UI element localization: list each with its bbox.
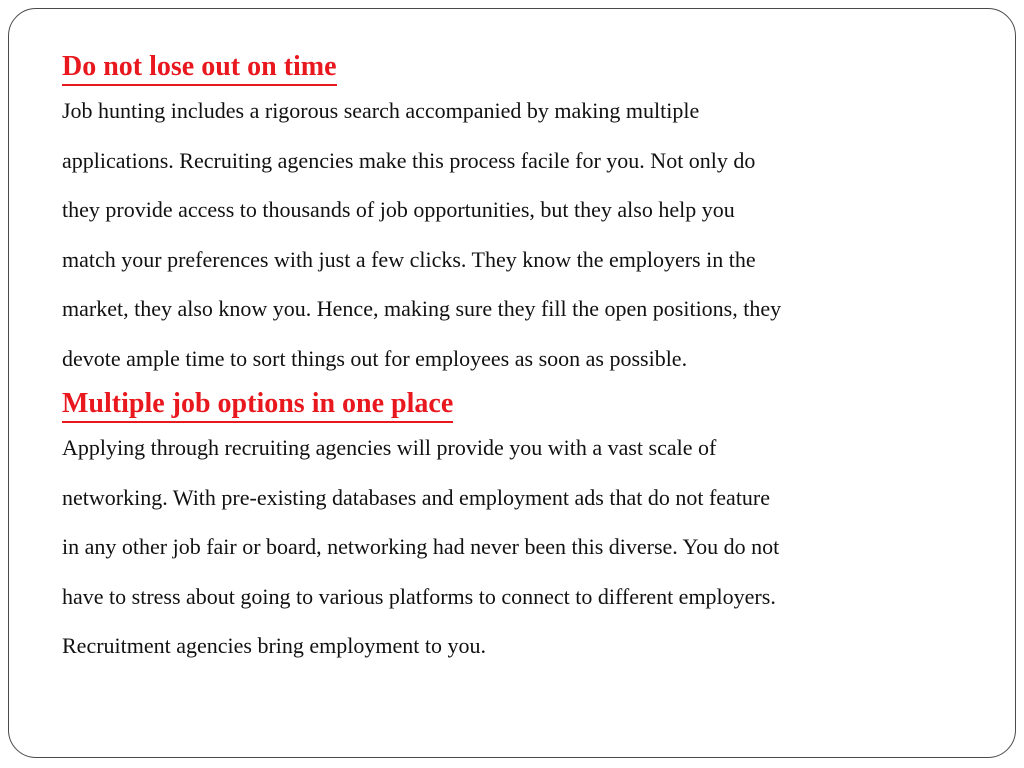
section-heading-options: Multiple job options in one place bbox=[62, 387, 453, 423]
paragraph-line: match your preferences with just a few clicks. They know the employers in the bbox=[62, 246, 756, 272]
paragraph-line: market, they also know you. Hence, making sure they fill the open positions, they bbox=[62, 296, 782, 321]
section-paragraph-options bbox=[62, 423, 982, 671]
paragraph-line: Recruitment agencies bring employment to you. bbox=[62, 633, 487, 658]
paragraph-line: applications. Recruiting agencies make this process facile for you. Not only do bbox=[62, 147, 756, 173]
paragraph-line: have to stress about going to various platforms to connect to different employers. bbox=[62, 583, 776, 609]
paragraph-line: Job hunting includes a rigorous search accompanied by making multiple bbox=[62, 98, 700, 123]
paragraph-line: networking. With pre-existing databases and employment ads that do not feature bbox=[62, 484, 771, 510]
paragraph-line: in any other job fair or board, networking had never been this diverse. You do not bbox=[62, 534, 780, 559]
section-paragraph-time bbox=[62, 86, 982, 383]
section-heading-time: Do not lose out on time bbox=[62, 50, 337, 86]
paragraph-line: they provide access to thousands of job opportunities, but they also help you bbox=[62, 197, 735, 222]
paragraph-line: Applying through recruiting agencies will provide you with a vast scale of bbox=[62, 435, 717, 460]
paragraph-line: devote ample time to sort things out for employees as soon as possible. bbox=[62, 345, 688, 371]
slide-content bbox=[62, 50, 982, 671]
